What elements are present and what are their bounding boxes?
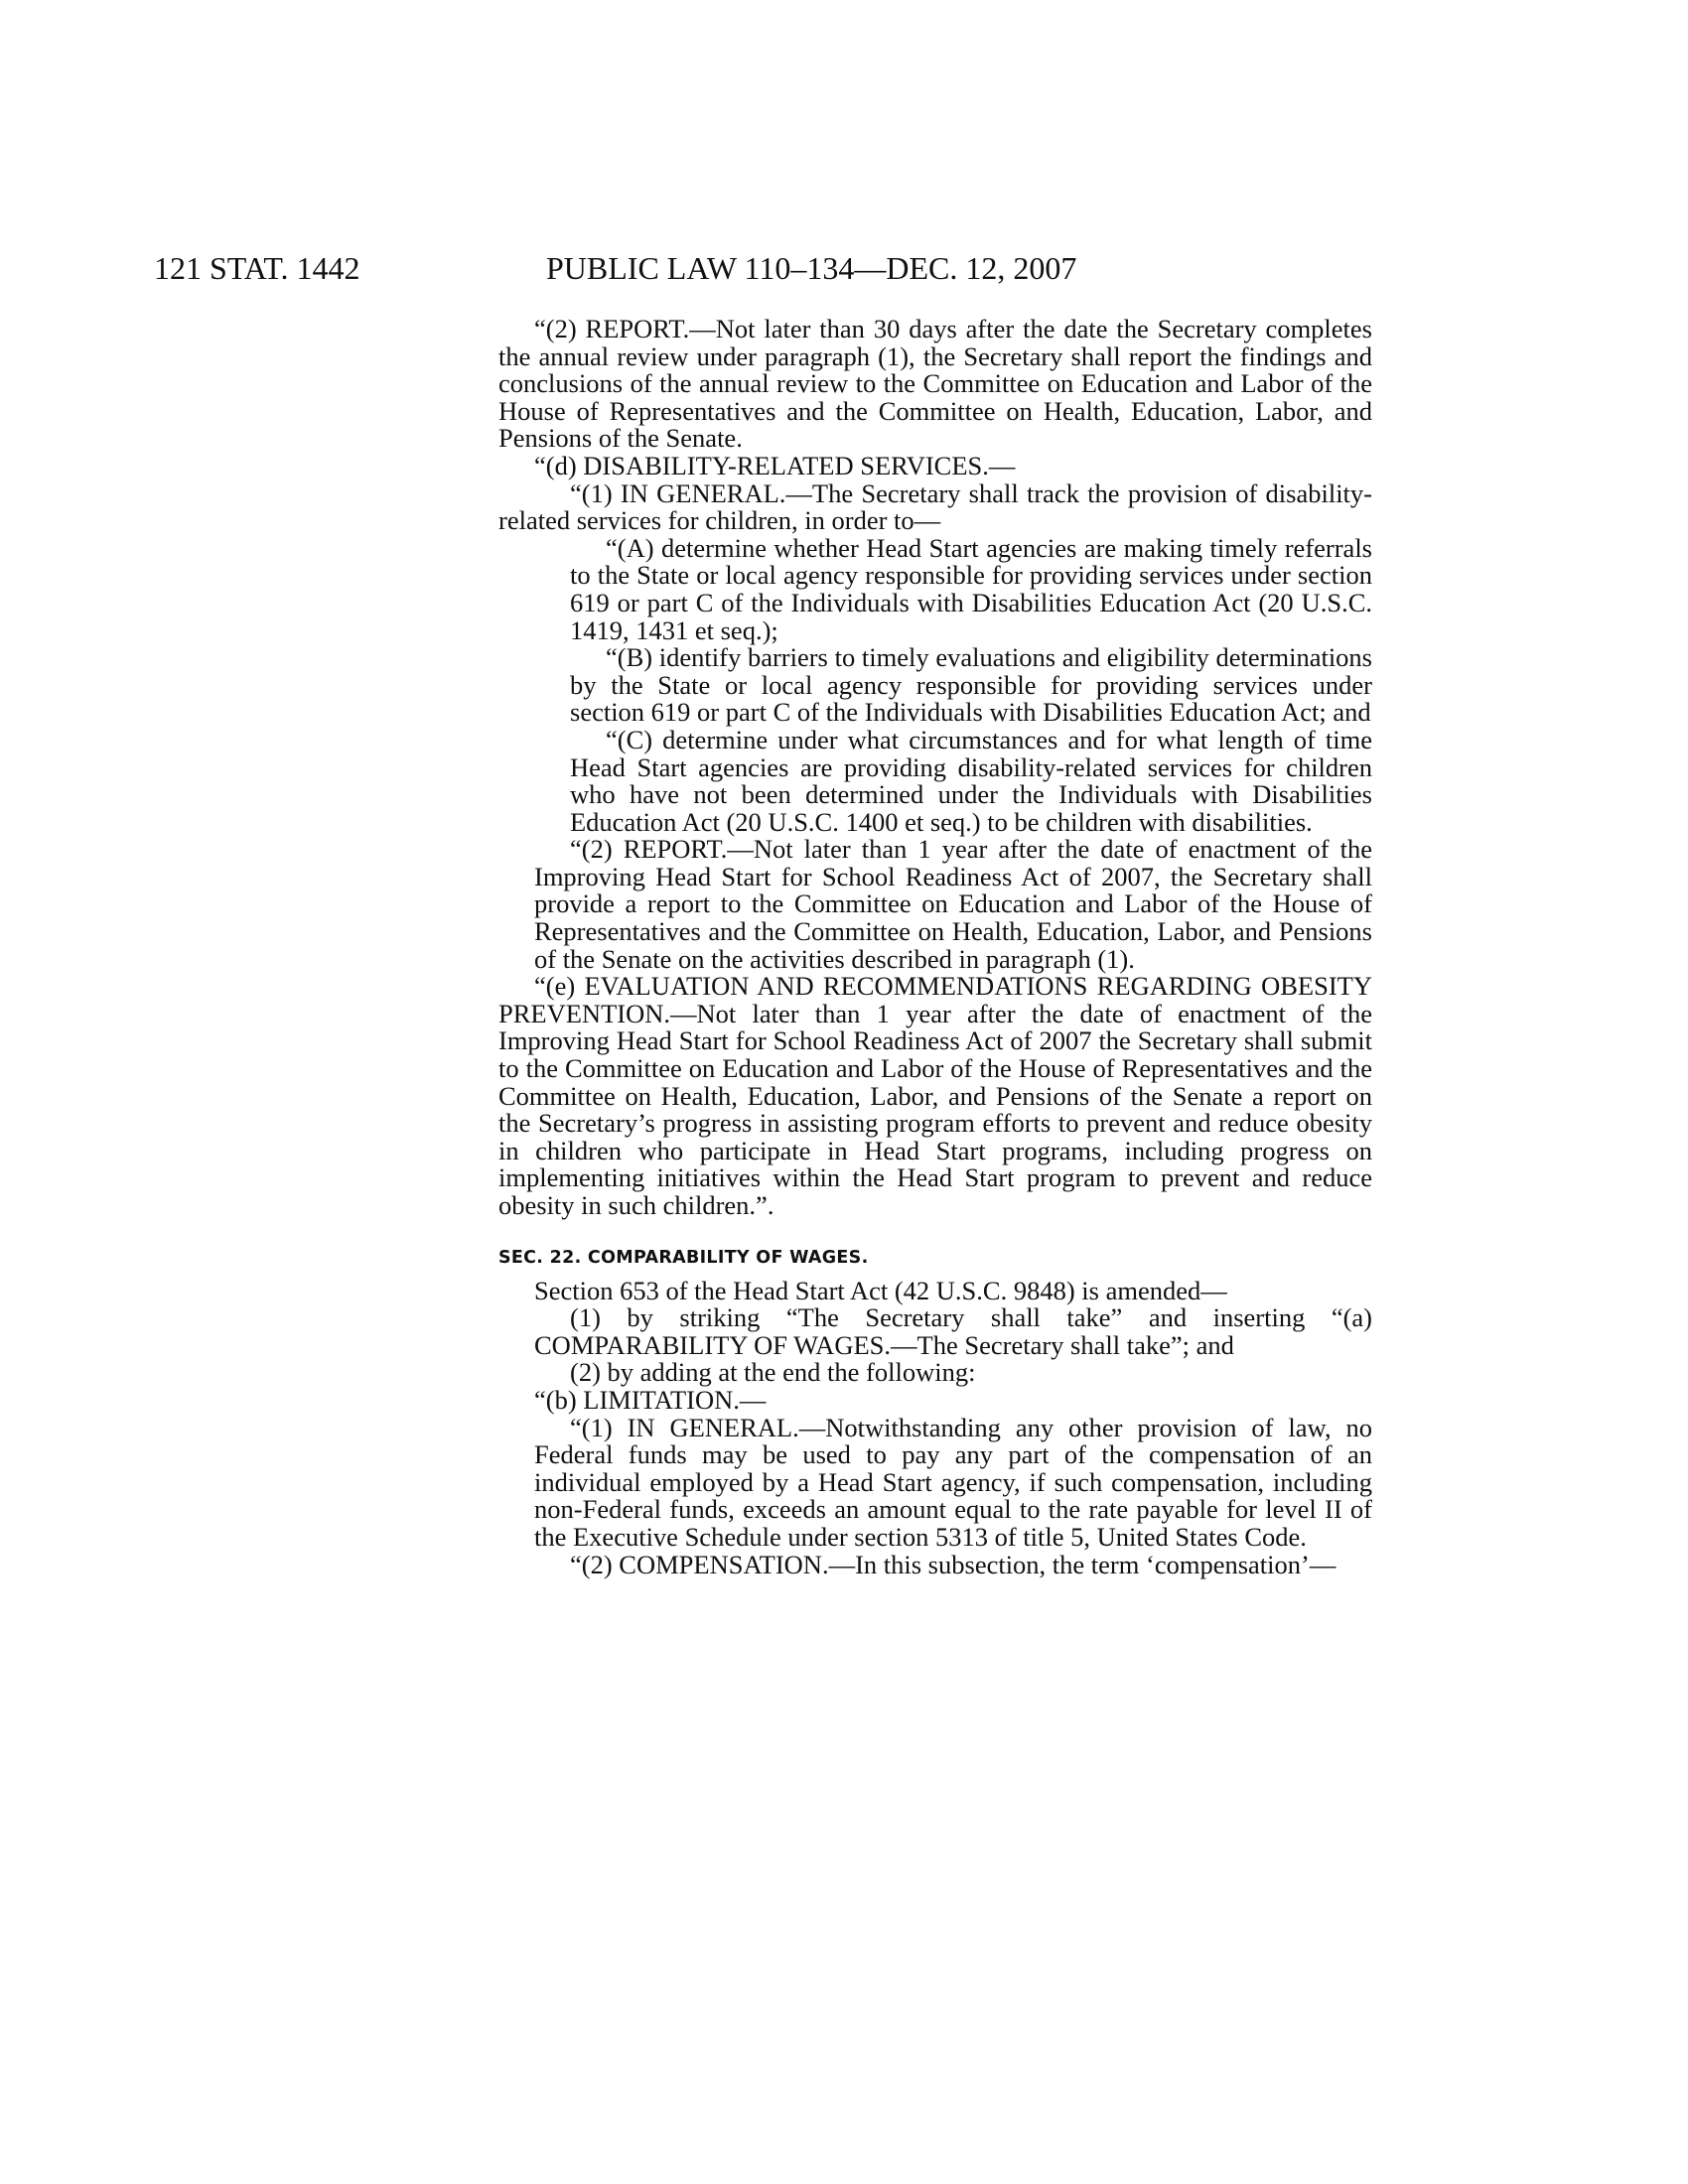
paragraph-c: “(C) determine under what circumstances and for what length of time Head Start agencies are providing disability-related services for children who have not been determined under the Individuals with Disabilities Education Act (20 U.S.C. 1400 et seq.) to be children with disabilities.: [570, 724, 1372, 837]
paragraph-a: “(A) determine whether Head Start agencies are making timely referrals to the State or local agency responsible for providing services under section 619 or part C of the Individuals with Disabilities Education Act (20 U.S.C. 1419, 1431 et seq.);: [570, 532, 1372, 645]
paragraph-b: “(B) identify barriers to timely evaluations and eligibility determinations by the State or local agency responsible for providing services under section 619 or part C of the Individuals with Disabilities Education Act; and: [570, 642, 1372, 728]
paragraph-disability-heading: “(d) DISABILITY-RELATED SERVICES.—: [534, 450, 1016, 480]
page-header: [0, 248, 1688, 288]
paragraph-section-653: Section 653 of the Head Start Act (42 U.S.C. 9848) is amended—: [534, 1275, 1227, 1305]
section-heading: SEC. 22. COMPARABILITY OF WAGES.: [498, 1247, 869, 1268]
paragraph-report-2: “(2) REPORT.—Not later than 1 year after the date of enactment of the Improving Head Start for School Readiness Act of 2007, the Secretary shall provide a report to the Committee on Education and Labor of the House of Representatives and the Committee on Health, Education, Labor, and Pensions of the Senate on the activities described in paragraph (1).: [534, 834, 1372, 974]
paragraph-limitation-heading: “(b) LIMITATION.—: [534, 1384, 767, 1415]
paragraph-striking: (1) by striking “The Secretary shall take” and inserting “(a) COMPARABILITY OF WAGES.—The Secretary shall take”; and: [534, 1302, 1372, 1360]
paragraph-adding: (2) by adding at the end the following:: [570, 1357, 976, 1388]
statute-text: [498, 316, 1372, 1578]
paragraph-in-general: “(1) IN GENERAL.—The Secretary shall track the provision of disability-related services for children, in order to—: [498, 478, 1372, 536]
running-head: PUBLIC LAW 110–134—DEC. 12, 2007: [546, 250, 1077, 286]
paragraph-report: “(2) REPORT.—Not later than 30 days after the date the Secretary completes the annual review under paragraph (1), the Secretary shall report the findings and conclusions of the annual review to the Committee on Education and Labor of the House of Representatives and the Committee on Health, Education, Labor, and Pensions of the Senate.: [498, 314, 1372, 454]
statute-page-number: 121 STAT. 1442: [154, 250, 360, 286]
paragraph-compensation: “(2) COMPENSATION.—In this subsection, the term ‘compensation’—: [570, 1549, 1336, 1579]
paragraph-limitation-general: “(1) IN GENERAL.—Notwithstanding any other provision of law, no Federal funds may be used to pay any part of the compensation of an individual employed by a Head Start agency, if such compensation, including non-Federal funds, exceeds an amount equal to the rate payable for level II of the Executive Schedule under section 5313 of title 5, United States Code.: [534, 1412, 1372, 1552]
paragraph-obesity-prevention: “(e) EVALUATION AND RECOMMENDATIONS REGARDING OBESITY PREVENTION.—Not later than 1 year after the date of enactment of the Improving Head Start for School Readiness Act of 2007 the Secretary shall submit to the Committee on Education and Labor of the House of Representatives and the Committee on Health, Education, Labor, and Pensions of the Senate a report on the Secretary’s progress in assisting program efforts to prevent and reduce obesity in children who participate in Head Start programs, including progress on implementing initiatives within the Head Start program to prevent and reduce obesity in such children.”.: [498, 971, 1372, 1220]
